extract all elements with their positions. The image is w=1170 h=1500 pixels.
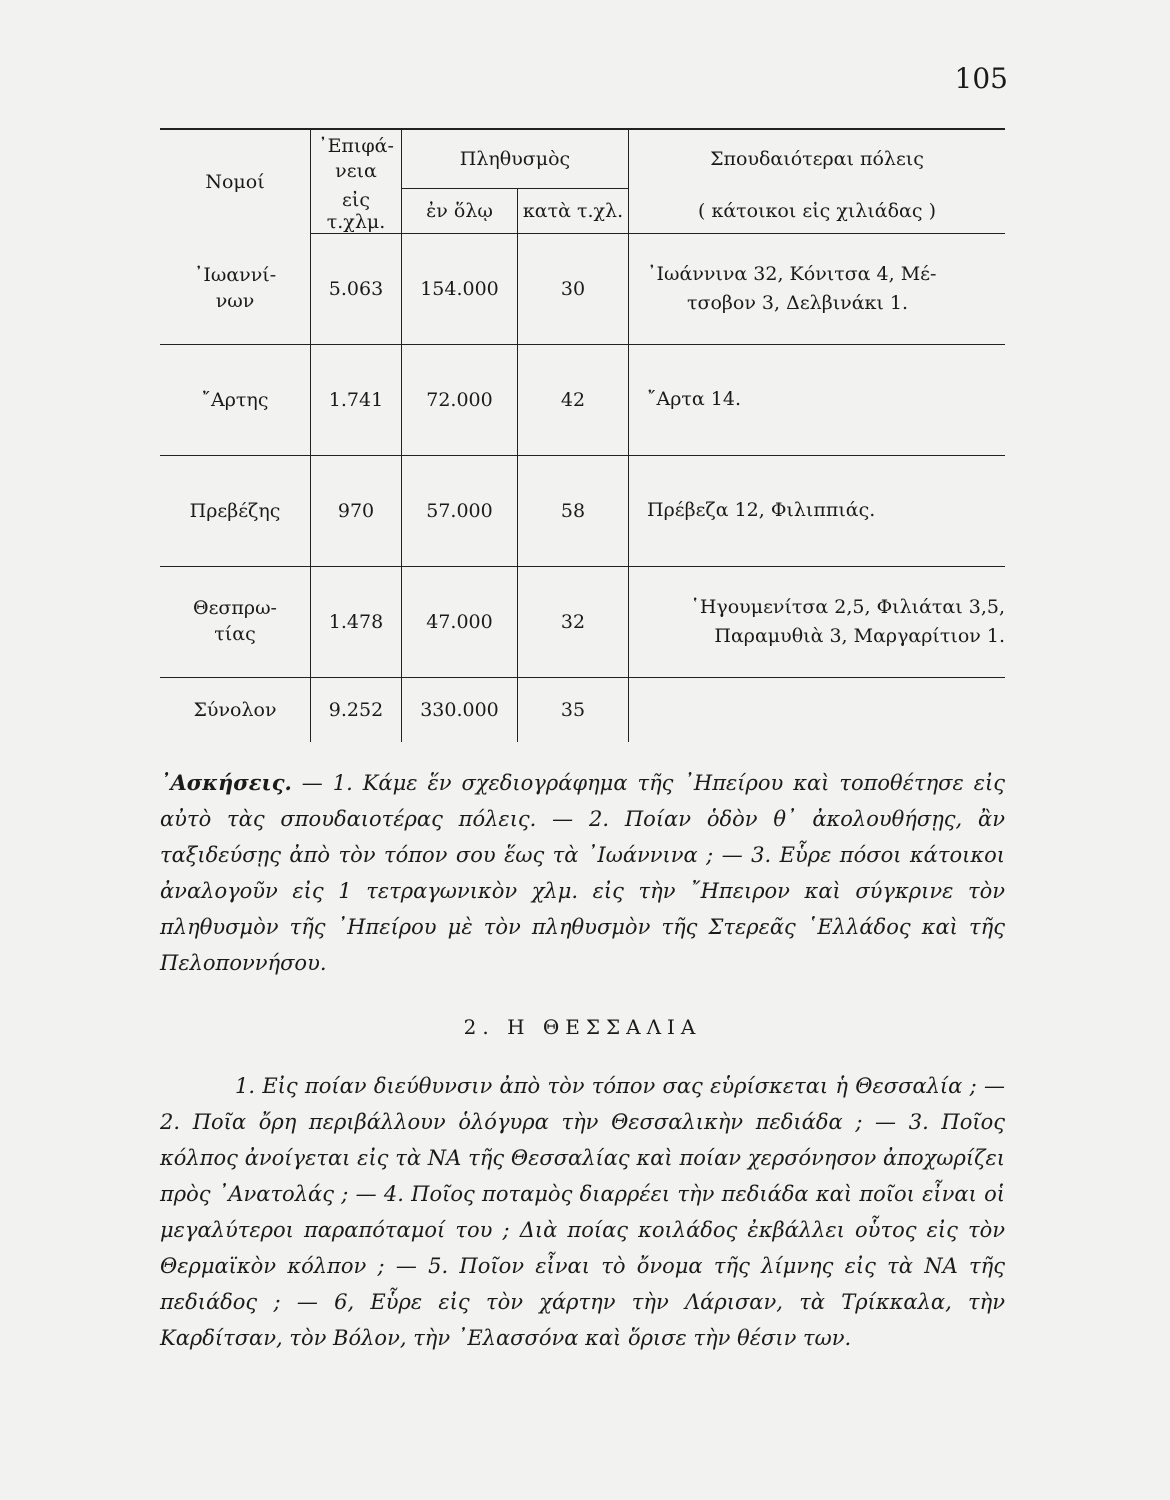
row-pop-total: 57.000 — [402, 456, 518, 567]
section-title: 2. Η ΘΕΣΣΑΛΙΑ — [463, 1015, 702, 1039]
row-cities: Πρέβεζα 12, Φιλιππιάς. — [629, 456, 1006, 567]
row-name: Πρεβέζης — [160, 456, 311, 567]
header-cities: Σπουδαιότεραι πόλεις — [629, 129, 1006, 189]
header-population: Πληθυσμὸς — [402, 129, 629, 189]
row-cities: ῎Αρτα 14. — [629, 345, 1006, 456]
population-table — [160, 128, 1005, 742]
questions-paragraph: 1. Εἰς ποίαν διεύθυνσιν ἀπὸ τὸν τόπον σας εὑρίσκεται ἡ Θεσσαλία ; — 2. Ποῖα ὄρη περιβάλλουν ὁλόγυρα τὴν Θεσσαλικὴν πεδιάδα ; — 3. Ποῖος κόλπος ἀνοίγεται εἰς τὰ ΝΑ τῆς Θεσσαλίας καὶ ποίαν χερσόνησον ἀποχωρίζει πρὸς ᾽Ανατολάς ; — 4. Ποῖος ποταμὸς διαρρέει τὴν πεδιάδα καὶ ποῖοι εἶναι οἱ μεγαλύτεροι παραπόταμοί του ; Διὰ ποίας κοιλάδος ἐκβάλλει οὗτος εἰς τὸν Θερμαϊκὸν κόλπον ; — 5. Ποῖον εἶναι τὸ ὄνομα τῆς λίμνης εἰς τὰ ΝΑ τῆς πεδιάδος ; — 6, Εὗρε εἰς τὸν χάρτην τὴν Λάρισαν, τὰ Τρίκκαλα, τὴν Καρδίτσαν, τὸν Βόλον, τὴν ᾽Ελασσόνα καὶ ὅρισε τὴν θέσιν των. — [160, 1074, 1005, 1350]
total-row — [160, 678, 1005, 743]
row-cities-line1: ᾽Ιωάννινα 32, Κόνιτσα 4, Μέ- — [647, 262, 937, 285]
row-cities-line1: ῾Ηγουμενίτσα 2,5, Φιλιάται 3,5, — [690, 595, 1005, 618]
row-cities-line2: τσοβον 3, Δελβινάκι 1. — [687, 292, 909, 314]
header-area — [311, 129, 402, 189]
exercises-text: — 1. Κάμε ἕν σχεδιογράφημα τῆς ᾽Ηπείρου καὶ τοποθέτησε εἰς αὐτὸ τὰς σπουδαιοτέρας πόλεις. — 2. Ποίαν ὁδὸν θ᾽ ἀκολουθήσῃς, ἂν ταξιδεύσῃς ἀπὸ τὸν τόπον σου ἕως τὰ ᾽Ιωάννινα ; — 3. Εὗρε πόσοι κάτοικοι ἀναλογοῦν εἰς 1 τετραγωνικὸν χλμ. εἰς τὴν ῎Ηπειρον καὶ σύγκρινε τὸν πληθυσμὸν τῆς ᾽Ηπείρου μὲ τὸν πληθυσμὸν τῆς Στερεᾶς ῾Ελλάδος καὶ τῆς Πελοποννήσου. — [160, 771, 1005, 975]
row-area: 5.063 — [311, 234, 402, 345]
table-row — [160, 234, 1005, 345]
header-pop-total: ἐν ὅλῳ — [402, 189, 518, 234]
row-pop-total: 72.000 — [402, 345, 518, 456]
header-area-line2: νεια — [335, 160, 377, 183]
row-area: 1.478 — [311, 567, 402, 678]
total-area: 9.252 — [311, 678, 402, 743]
table-row — [160, 456, 1005, 567]
page-number: 105 — [954, 62, 1008, 95]
row-cities-line2: Παραμυθιὰ 3, Μαργαρίτιον 1. — [714, 625, 1005, 647]
table-row — [160, 345, 1005, 456]
row-name-line1: Θεσπρω- — [193, 597, 277, 620]
exercises-lead: ᾽Ασκήσεις. — [160, 770, 292, 795]
total-pop-per-km: 35 — [518, 678, 629, 743]
row-name: ῎Αρτης — [160, 345, 311, 456]
row-pop-per-km: 42 — [518, 345, 629, 456]
row-name-line2: νων — [215, 289, 255, 312]
row-pop-per-km: 30 — [518, 234, 629, 345]
row-pop-per-km: 32 — [518, 567, 629, 678]
row-pop-total: 154.000 — [402, 234, 518, 345]
row-pop-per-km: 58 — [518, 456, 629, 567]
row-name-line2: τίας — [214, 623, 256, 645]
exercises-paragraph — [160, 765, 1005, 981]
row-name-line1: ᾽Ιωαννί- — [193, 264, 277, 287]
total-pop-total: 330.000 — [402, 678, 518, 743]
header-nomoi: Νομοί — [160, 129, 311, 234]
row-pop-total: 47.000 — [402, 567, 518, 678]
total-name: Σύνολον — [193, 699, 277, 721]
total-cities-empty — [629, 678, 1006, 743]
row-area: 1.741 — [311, 345, 402, 456]
header-pop-per-km: κατὰ τ.χλ. — [518, 189, 629, 234]
header-cities-note: ( κάτοικοι εἰς χιλιάδας ) — [629, 189, 1006, 234]
header-area-line1: ᾽Επιφά- — [318, 134, 394, 157]
row-area: 970 — [311, 456, 402, 567]
header-area-unit: εἰς τ.χλμ. — [311, 189, 402, 234]
table-row — [160, 567, 1005, 678]
